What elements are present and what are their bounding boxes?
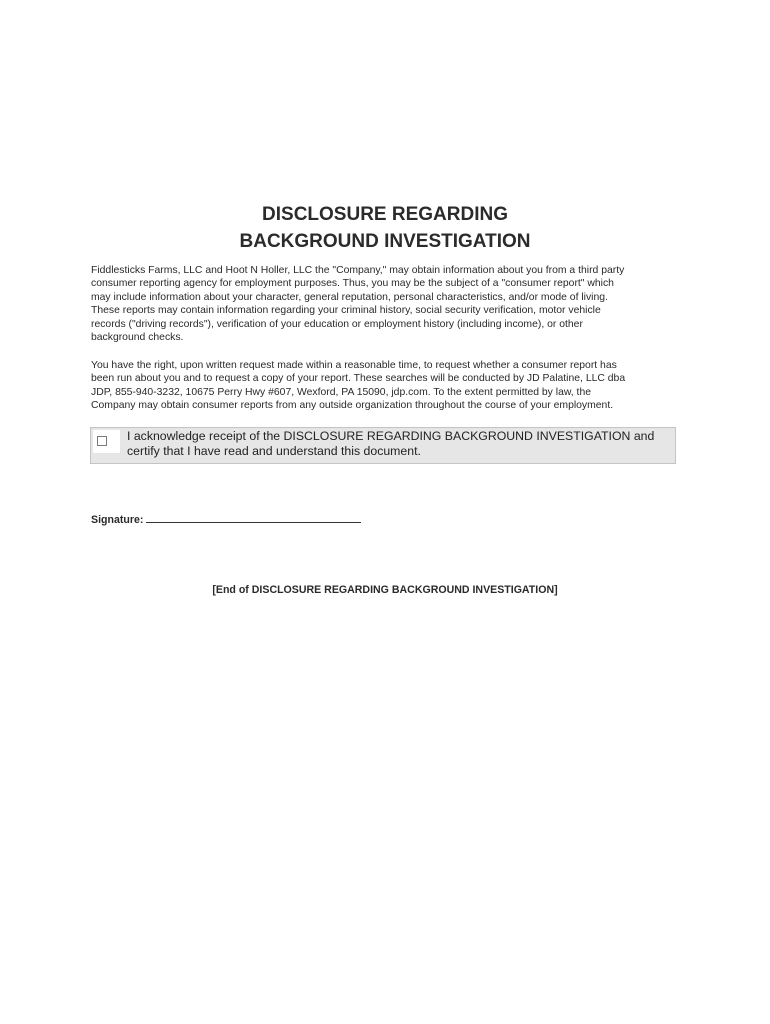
signature-label: Signature: [91,514,144,526]
paragraph-line: been run about you and to request a copy of your report. These searches will be conducted by JD Palatine, LLC dba [91,373,626,385]
acknowledgment-text [127,429,654,458]
document-title-line-1: DISCLOSURE REGARDING [262,204,508,225]
paragraph-line: These reports may contain information regarding your criminal history, social security verification, motor vehicle [91,305,601,317]
signature-row [91,512,361,526]
acknowledgment-checkbox-cell[interactable] [93,430,120,453]
paragraph-line: records ("driving records"), verification of your education or employment history (including income), or other [91,318,583,330]
disclosure-paragraph-1 [91,264,691,344]
paragraph-line: Fiddlesticks Farms, LLC and Hoot N Holler, LLC the "Company," may obtain information about you from a third party [91,265,625,276]
document-title-line-2: BACKGROUND INVESTIGATION [239,231,531,252]
acknowledgment-text-line: I acknowledge receipt of the DISCLOSURE REGARDING BACKGROUND INVESTIGATION and [127,429,655,443]
rights-paragraph [91,359,691,413]
paragraph-line: may include information about your character, general reputation, personal characteristics, and/or mode of living. [91,291,608,303]
paragraph-line: JDP, 855-940-3232, 10675 Perry Hwy #607, Wexford, PA 15090, jdp.com. To the extent permitted by law, the [91,386,592,398]
paragraph-line: background checks. [91,332,184,344]
acknowledgment-checkbox[interactable] [97,436,107,446]
end-of-document-note: [End of DISCLOSURE REGARDING BACKGROUND INVESTIGATION] [212,584,558,596]
acknowledgment-box [90,427,676,464]
paragraph-line: Company may obtain consumer reports from any outside organization throughout the course of your employment. [91,400,614,412]
paragraph-line: You have the right, upon written request made within a reasonable time, to request whether a consumer report has [91,360,617,371]
signature-field[interactable] [146,512,361,523]
paragraph-line: consumer reporting agency for employment purposes. Thus, you may be the subject of a "consumer report" which [91,278,614,290]
acknowledgment-text-line: certify that I have read and understand this document. [127,443,421,458]
